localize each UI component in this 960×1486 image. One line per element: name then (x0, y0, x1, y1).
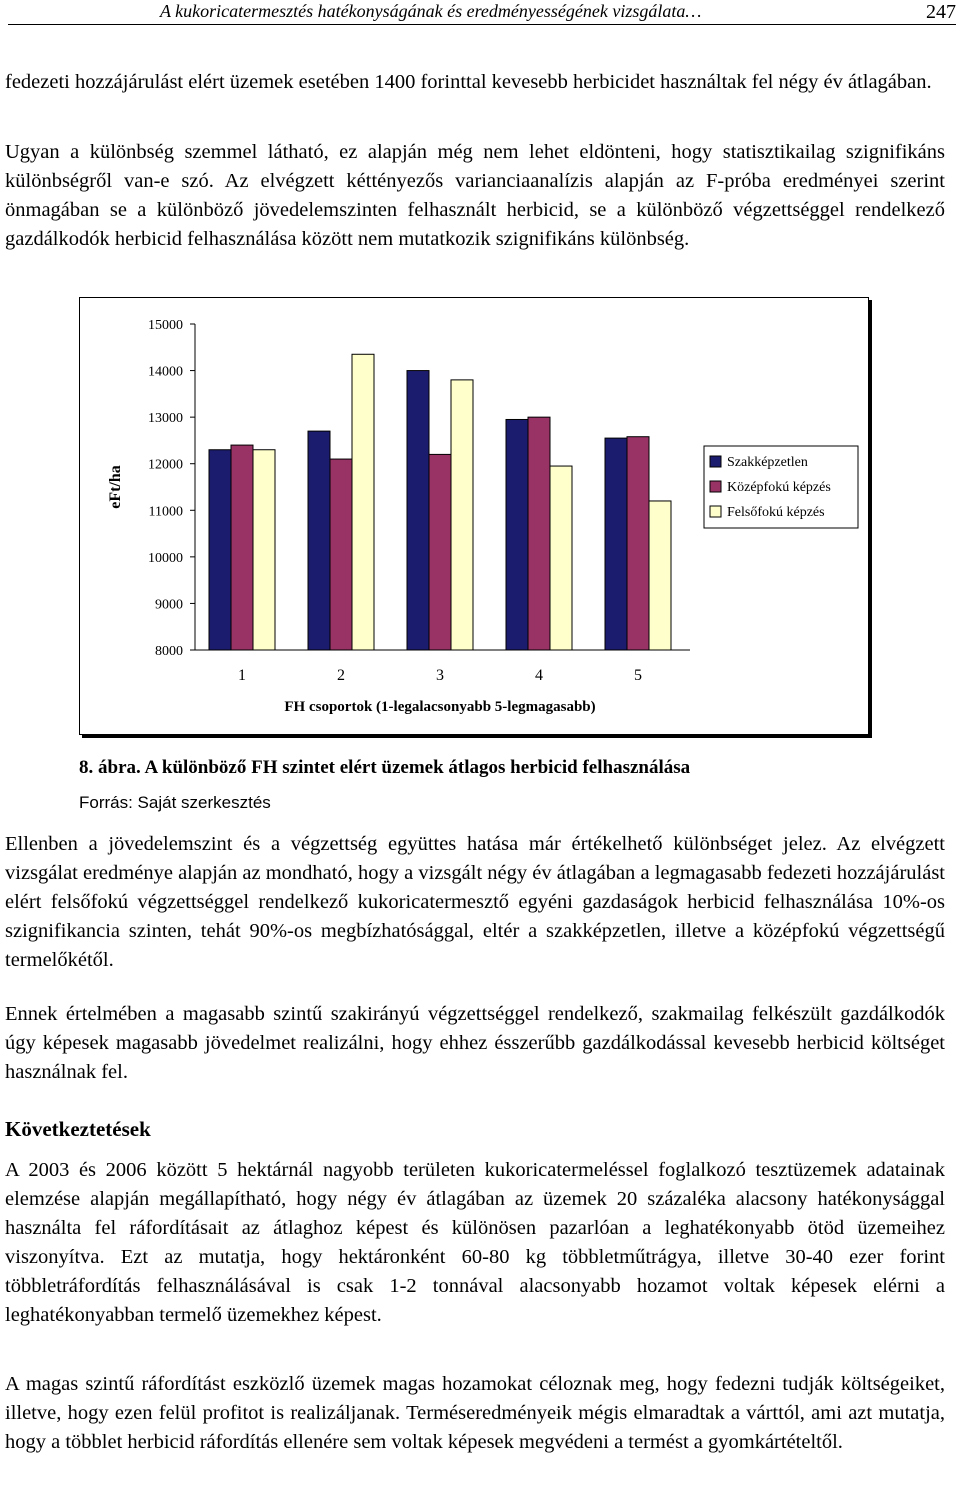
legend (704, 446, 858, 528)
y-tick-label: 8000 (155, 644, 183, 659)
paragraph-3: Ellenben a jövedelemszint és a végzettség együttes hatása már értékelhető különbséget jelez. Az elvégzett vizsgálat eredménye alapján az mondható, hogy a vizsgált négy év átlagában a legmagasabb fedezeti hozzájárulást elért felsőfokú végzettséggel rendelkező kukoricatermesztő egyéni gazdaságok herbicid felhasználása 10%-os szignifikancia szinten, tehát 90%-os megbízhatósággal, eltér a szakképzetlen, illetve a középfokú végzettségű termelőkétől. (5, 833, 945, 971)
legend-swatch (710, 456, 721, 467)
bar-chart (80, 298, 868, 734)
y-tick-label: 10000 (148, 550, 183, 566)
bar (528, 417, 550, 650)
bar (506, 419, 528, 650)
legend-label: Középfokú képzés (727, 480, 831, 495)
paragraph-2: Ugyan a különbség szemmel látható, ez alapján még nem lehet eldönteni, hogy statisztikailag szignifikáns különbségről van-e szó. Az elvégzett kéttényezős varianciaanalízis alapján az F-próba eredményei szerint önmagában se a különböző jövedelemszinten felhasznált herbicid, se a különböző végzettséggel rendelkező gazdálkodók herbicid felhasználása között nem mutatkozik szignifikáns különbség. (5, 141, 945, 250)
figure-caption: 8. ábra. A különböző FH szintet elért üzemek átlagos herbicid felhasználása (79, 757, 691, 778)
bar (253, 450, 275, 650)
bar (407, 371, 429, 650)
x-tick-label: 1 (238, 667, 246, 684)
legend-swatch (710, 506, 721, 517)
bar (627, 437, 649, 650)
y-tick-label: 9000 (155, 597, 183, 613)
page-number: 247 (926, 1, 956, 23)
bar (352, 354, 374, 650)
paragraph-1: fedezeti hozzájárulást elért üzemek esetében 1400 forinttal kevesebb herbicidet használtak fel négy év átlagában. (5, 71, 932, 93)
paragraph-5: A 2003 és 2006 között 5 hektárnál nagyobb területen kukoricatermeléssel foglalkozó tesztüzemek adatainak elemzése alapján megállapítható, hogy négy év átlagában az üzemek 20 százaléka alacsony hatékonysággal használta fel ráfordításait az átlaghoz képest és különösen pazarlóan a leghatékonyabb ötöd üzemeihez viszonyítva. Ezt az mutatja, hogy hektáronként 60-80 kg többletműtrágya, illetve 30-40 ezer forint többletráfordítás felhasználásával is csak 1-2 tonnával alacsonyabb hozamot voltak képesek elérni a leghatékonyabban termelő üzemekhez képest. (5, 1159, 945, 1326)
bar (451, 380, 473, 650)
x-tick-label: 3 (436, 667, 444, 684)
paragraph-6: A magas szintű ráfordítást eszközlő üzemek magas hozamokat céloznak meg, hogy fedezni tudják költségeiket, illetve, hogy ezen felül profitot is realizáljanak. Terméseredményeik mégis elmaradtak a várttól, ami azt mutatja, hogy a többlet herbicid ráfordítás ellenére sem voltak képesek megvédeni a termést a gyomkártételtől. (5, 1373, 945, 1453)
y-axis-label: eFt/ha (107, 465, 124, 509)
x-tick-label: 2 (337, 667, 345, 684)
page-header (8, 0, 956, 25)
bar (330, 459, 352, 650)
bar (649, 501, 671, 650)
y-tick-label: 15000 (148, 318, 183, 333)
legend-label: Szakképzetlen (727, 455, 808, 470)
x-tick-label: 5 (634, 667, 642, 684)
bar (308, 431, 330, 650)
x-axis-label: FH csoportok (1-legalacsonyabb 5-legmagasabb) (284, 699, 596, 715)
bar (605, 438, 627, 650)
running-title: A kukoricatermesztés hatékonyságának és eredményességének vizsgálata… (160, 1, 702, 21)
y-tick-label: 12000 (148, 457, 183, 473)
y-tick-label: 14000 (148, 364, 183, 380)
y-tick-label: 13000 (148, 411, 183, 427)
chart-frame (79, 297, 869, 735)
x-tick-label: 4 (535, 667, 543, 684)
y-tick-label: 11000 (148, 504, 183, 520)
bar (429, 454, 451, 650)
bar (550, 466, 572, 650)
figure-source: Forrás: Saját szerkesztés (79, 793, 271, 812)
section-heading: Következtetések (5, 1117, 151, 1141)
legend-label: Felsőfokú képzés (727, 505, 825, 520)
bar (231, 445, 253, 650)
paragraph-4: Ennek értelmében a magasabb szintű szakirányú végzettséggel rendelkező, szakmailag felkészült gazdálkodók úgy képesek magasabb jövedelmet realizálni, hogy ehhez ésszerűbb gazdálkodással kevesebb herbicid költséget használnak fel. (5, 1003, 945, 1083)
bar (209, 450, 231, 650)
legend-swatch (710, 481, 721, 492)
